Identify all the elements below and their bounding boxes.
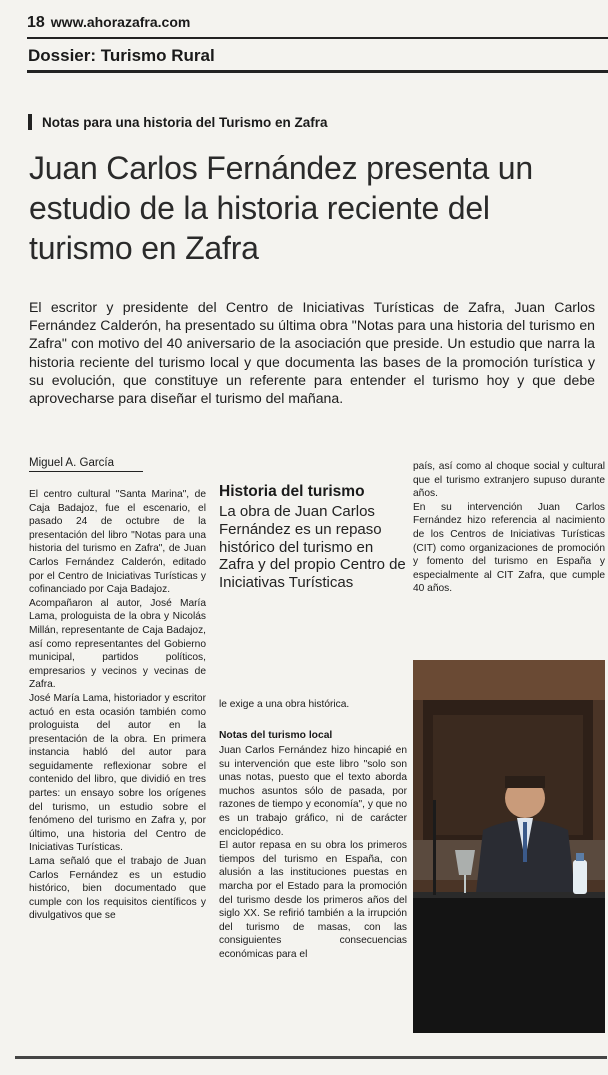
- article-lead: El escritor y presidente del Centro de Iniciativas Turísticas de Zafra, Juan Carlos Fernández Calderón, ha presentado su última obra "Notas para una historia del turismo en Zafra" con motivo del 40 aniversario de la asociación que preside. Un estudio que narra la historia reciente del turismo local y que documenta las bases de la promoción turística y su evolución, que constituye un referente para entender el turismo hoy y que debe aprovecharse para diseñar el turismo del mañana.: [29, 299, 595, 407]
- pull-quote-title: Historia del turismo: [219, 483, 365, 500]
- paragraph: El centro cultural "Santa Marina", de Caja Badajoz, fue el escenario, el pasado 24 de octubre de la presentación del libro "Notas para una historia del turismo en Zafra", de Juan Carlos Fernández Calderón, editado por el Centro de Iniciativas Turísticas y cofinanciado por Caja Badajoz.: [29, 489, 206, 596]
- page-number: 18: [27, 14, 45, 31]
- author-photo: [413, 660, 605, 1033]
- kicker-bar: [28, 114, 32, 130]
- byline-rule: [29, 471, 143, 472]
- section-title: Dossier: Turismo Rural: [28, 46, 215, 65]
- paragraph: país, así como al choque social y cultural que el turismo extranjero supuso durante años.: [413, 461, 605, 500]
- byline: Miguel A. García: [29, 457, 115, 469]
- pull-quote-body: La obra de Juan Carlos Fernández es un repaso histórico del turismo en Zafra y del propio Centro de Iniciativas Turísticas: [219, 503, 406, 592]
- top-rule: [27, 37, 608, 39]
- author-photo-illustration: [413, 660, 605, 1033]
- section-rule: [27, 70, 608, 73]
- column-3: [413, 460, 605, 596]
- paragraph: El autor repasa en su obra los primeros tiempos del turismo en España, con alusión a las instituciones puestas en marcha por el Estado para la promoción del turismo desde los primeros años del siglo XX. Se refirió también a la irrupción del turismo de masas, con las consiguientes consecuencias económicas para el: [219, 840, 407, 960]
- bottom-rule: [15, 1056, 607, 1059]
- paragraph: Acompañaron al autor, José María Lama, prologuista de la obra y Nicolás Millán, representante de Caja Badajoz, así como representantes del Gobierno municipal, partidos políticos, empresarios y vecinos y vecinas de Zafra.: [29, 597, 206, 691]
- article-headline: Juan Carlos Fernández presenta un estudio de la historia reciente del turismo en Zafra: [29, 150, 533, 266]
- page-header: [27, 14, 190, 32]
- subheading: Notas del turismo local: [219, 730, 333, 741]
- column-2: [219, 744, 407, 962]
- pull-quote-box: [219, 483, 409, 592]
- column-2-lead-line: le exige a una obra histórica.: [219, 699, 350, 710]
- paragraph: José María Lama, historiador y escritor actuó en esta ocasión también como prologuista del autor en la presentación de la obra. En primera instancia habló del autor para seguidamente reflexionar sobre el contenido del libro, que dividió en tres partes: un ensayo sobre los orígenes del turismo, un estudio sobre el fenómeno del turismo en Zafra y, por último, una historia del Centro de Iniciativas Turísticas.: [29, 692, 206, 854]
- paragraph: Lama señaló que el trabajo de Juan Carlos Fernández es un estudio histórico, bien documentado que cumple con los requisitos científicos y divulgativos que se: [29, 856, 206, 922]
- paragraph: Juan Carlos Fernández hizo hincapié en su intervención que este libro "solo son unas notas, puesto que el texto aborda muchos asuntos sólo de pasada, por razones de tiempo y economía", y que no es un trabajo gráfico, ni de carácter enciclopédico.: [219, 745, 407, 838]
- article-kicker: [28, 114, 328, 130]
- paragraph: En su intervención Juan Carlos Fernández hizo referencia al nacimiento de los Centros de Iniciativas Turísticas (CIT) como organizaciones de promoción y fomento del turismo en España y especialmente al CIT Zafra, que cumple 40 años.: [413, 501, 605, 595]
- site-url: www.ahorazafra.com: [50, 14, 191, 30]
- column-1: [29, 488, 206, 923]
- kicker-text: Notas para una historia del Turismo en Zafra: [42, 114, 328, 130]
